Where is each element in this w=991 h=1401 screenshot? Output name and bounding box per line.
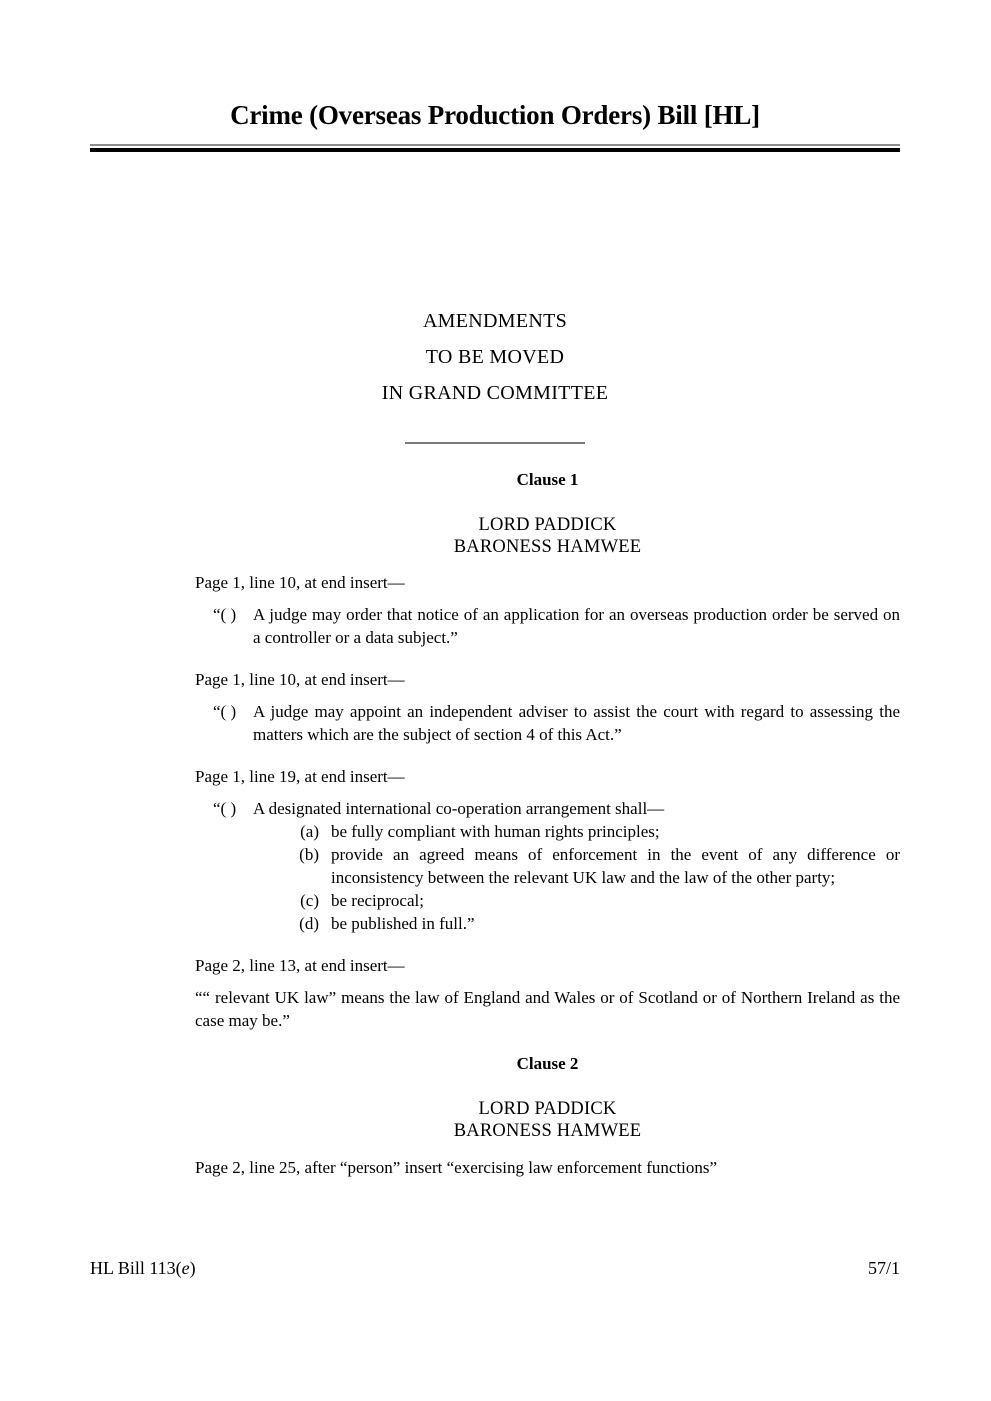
- sub-list-item: [213, 912, 900, 935]
- page-number: 57/1: [867, 1258, 900, 1278]
- sponsor-name: BARONESS HAMWEE: [453, 1121, 642, 1141]
- sponsor-name: LORD PADDICK: [478, 515, 617, 535]
- sub-item-text: be reciprocal;: [331, 891, 424, 910]
- amendment-sub-list: [213, 820, 900, 935]
- bill-reference-prefix: HL Bill 113(: [90, 1258, 182, 1278]
- title-double-rule: [90, 144, 900, 152]
- heading-line-to-be-moved: TO BE MOVED: [425, 346, 565, 368]
- amendment-block: [195, 572, 900, 649]
- sub-item-label: (b): [299, 845, 319, 864]
- sponsor-list-1: [195, 514, 900, 558]
- heading-line-in-grand-committee: IN GRAND COMMITTEE: [381, 382, 609, 404]
- page-title: Crime (Overseas Production Orders) Bill [HL]: [230, 100, 760, 130]
- amendment-block: [195, 766, 900, 935]
- amendment-block: [195, 1156, 900, 1179]
- sub-item-text: provide an agreed means of enforcement in the event of any difference or inconsistency between the relevant UK law and the law of the other party;: [331, 845, 900, 887]
- bill-reference-edition: e: [181, 1258, 190, 1278]
- amendment-block: [195, 955, 900, 1032]
- amendment-body: A designated international co-operation arrangement shall—: [253, 799, 665, 818]
- sponsor-name: LORD PADDICK: [478, 1099, 617, 1119]
- title-rule-thick: [90, 148, 900, 152]
- amendment-marker: “( ): [213, 605, 237, 624]
- amendment-inserted-text: [213, 700, 900, 746]
- bill-reference: [90, 1258, 196, 1279]
- amendment-lead: Page 1, line 19, at end insert—: [195, 767, 405, 786]
- sponsor-name: BARONESS HAMWEE: [453, 537, 642, 557]
- amendment-lead: Page 2, line 13, at end insert—: [195, 956, 405, 975]
- sub-item-text: be fully compliant with human rights principles;: [331, 822, 660, 841]
- amendment-inserted-text: [213, 797, 900, 820]
- clause-heading-2: Clause 2: [516, 1054, 579, 1073]
- amendment-body: A judge may order that notice of an application for an overseas production order be served on a controller or a data subject.”: [253, 605, 900, 647]
- title-block: [90, 100, 900, 152]
- bill-reference-suffix: ): [189, 1258, 196, 1278]
- sub-item-label: (c): [300, 891, 319, 910]
- amendment-flush-text: ““ relevant UK law” means the law of England and Wales or of Scotland or of Northern Ireland as the case may be.”: [195, 988, 900, 1030]
- amendment-plain-text: Page 2, line 25, after “person” insert “exercising law enforcement functions”: [195, 1158, 718, 1177]
- amendment-marker: “( ): [213, 799, 237, 818]
- amendment-block: [195, 669, 900, 746]
- document-body: [195, 470, 900, 1199]
- amendment-body: A judge may appoint an independent adviser to assist the court with regard to assessing the matters which are the subject of section 4 of this Act.”: [253, 702, 900, 744]
- sub-item-text: be published in full.”: [331, 914, 475, 933]
- clause-heading-1: Clause 1: [516, 470, 579, 489]
- sub-item-label: (d): [299, 914, 319, 933]
- amendment-lead: Page 1, line 10, at end insert—: [195, 670, 405, 689]
- sponsor-list-2: [195, 1098, 900, 1142]
- amendment-marker: “( ): [213, 702, 237, 721]
- sub-list-item: [213, 820, 900, 843]
- heading-separator-wrap: [90, 431, 900, 449]
- amendment-inserted-text: [213, 603, 900, 649]
- sub-item-label: (a): [300, 822, 319, 841]
- heading-separator-rule: [405, 442, 585, 444]
- amendment-lead: Page 1, line 10, at end insert—: [195, 573, 405, 592]
- page-footer: [90, 1258, 900, 1279]
- sub-list-item: [213, 889, 900, 912]
- sub-list-item: [213, 843, 900, 889]
- amendments-heading-block: [90, 303, 900, 449]
- heading-line-amendments: AMENDMENTS: [422, 310, 568, 332]
